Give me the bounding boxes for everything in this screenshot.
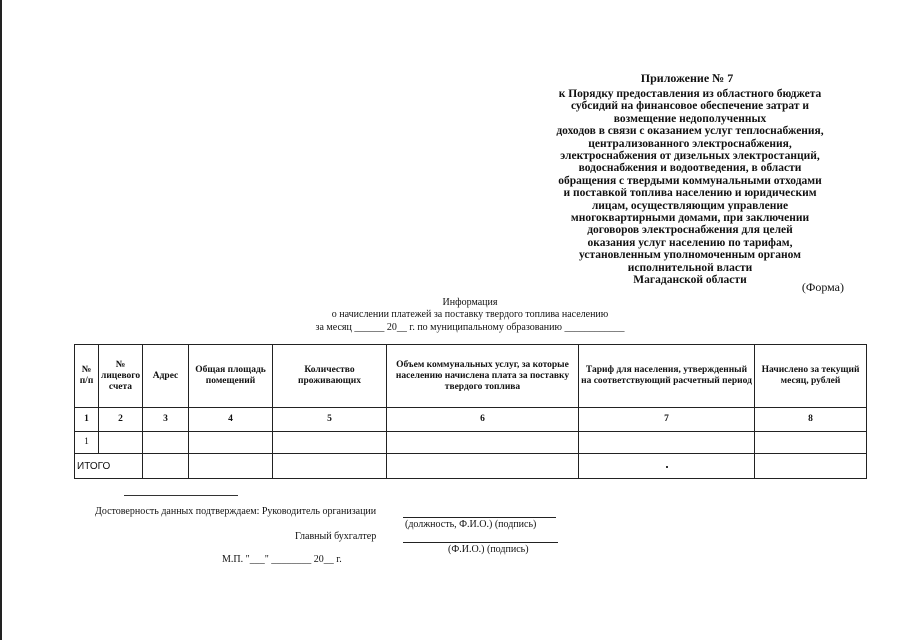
column-number: 1 bbox=[75, 408, 99, 432]
accountant-signature-line bbox=[403, 542, 558, 543]
col-header-number: № п/п bbox=[75, 345, 99, 408]
appendix-line: субсидий на финансовое обеспечение затрат и bbox=[570, 100, 810, 113]
appendix-line: оказания услуг населению по тарифам, bbox=[587, 236, 793, 249]
column-number: 3 bbox=[143, 408, 189, 432]
table-cell bbox=[579, 432, 755, 454]
scan-speck bbox=[666, 466, 668, 468]
column-number: 7 bbox=[579, 408, 755, 432]
appendix-line: и поставкой топлива населению и юридическим bbox=[563, 187, 817, 200]
column-number-row bbox=[75, 408, 867, 432]
table-cell bbox=[273, 432, 387, 454]
column-number: 8 bbox=[755, 408, 867, 432]
table-cell: 1 bbox=[75, 432, 99, 454]
col-header-account: № лицевого счета bbox=[99, 345, 143, 408]
info-subtitle: о начислении платежей за поставку твердого топлива населению bbox=[331, 309, 609, 320]
appendix-line: установленным уполномоченным органом bbox=[578, 249, 802, 262]
form-mark: (Форма) bbox=[801, 280, 844, 294]
appendix-line: многоквартирными домами, при заключении bbox=[570, 212, 810, 225]
col-header-residents: Количество проживающих bbox=[273, 345, 387, 408]
col-header-address: Адрес bbox=[143, 345, 189, 408]
appendix-line: лицам, осуществляющим управление bbox=[591, 199, 789, 212]
payments-table bbox=[74, 344, 867, 479]
appendix-title: Приложение № 7 bbox=[640, 71, 734, 85]
col-header-volume: Объем коммунальных услуг, за которые населению начислена плата за поставку твердого топлива bbox=[387, 345, 579, 408]
column-number: 6 bbox=[387, 408, 579, 432]
appendix-line: обращения с твердыми коммунальными отходами bbox=[558, 174, 822, 187]
footnote-separator bbox=[124, 495, 238, 496]
total-cell bbox=[143, 454, 189, 479]
table-cell bbox=[755, 432, 867, 454]
col-header-charged: Начислено за текущий месяц, рублей bbox=[755, 345, 867, 408]
total-label: ИТОГО bbox=[75, 454, 143, 479]
appendix-line: водоснабжения и водоотведения, в области bbox=[578, 162, 802, 175]
appendix-line: Магаданской области bbox=[633, 274, 747, 287]
stamp-date-line: М.П. "___" ________ 20__ г. bbox=[222, 554, 342, 565]
appendix-line: электроснабжения от дизельных электростанций, bbox=[560, 150, 820, 163]
table-cell bbox=[189, 432, 273, 454]
director-signature-hint: (должность, Ф.И.О.) (подпись) bbox=[405, 519, 537, 530]
total-cell bbox=[387, 454, 579, 479]
total-row bbox=[75, 454, 867, 479]
appendix-line: доходов в связи с оказанием услуг теплоснабжения, bbox=[556, 125, 824, 138]
total-cell bbox=[273, 454, 387, 479]
table-row bbox=[75, 432, 867, 454]
column-number: 4 bbox=[189, 408, 273, 432]
appendix-line: договоров электроснабжения для целей bbox=[587, 224, 793, 237]
table-header-row bbox=[75, 345, 867, 408]
page-border bbox=[0, 0, 2, 640]
appendix-line: возмещение недополученных bbox=[613, 112, 767, 125]
confirmation-text: Достоверность данных подтверждаем: Руководитель организации bbox=[95, 506, 377, 517]
accountant-label: Главный бухгалтер bbox=[295, 531, 377, 542]
info-period-line: за месяц ______ 20__ г. по муниципальному образованию ____________ bbox=[315, 322, 625, 333]
column-number: 2 bbox=[99, 408, 143, 432]
total-cell bbox=[189, 454, 273, 479]
table-cell bbox=[143, 432, 189, 454]
accountant-signature-hint: (Ф.И.О.) (подпись) bbox=[448, 544, 529, 555]
appendix-description bbox=[520, 88, 860, 287]
appendix-line: к Порядку предоставления из областного бюджета bbox=[558, 88, 822, 100]
total-cell bbox=[579, 454, 755, 479]
info-title: Информация bbox=[442, 297, 498, 308]
director-signature-line bbox=[403, 517, 556, 518]
col-header-tariff: Тариф для населения, утвержденный на соответствующий расчетный период bbox=[579, 345, 755, 408]
appendix-line: исполнительной власти bbox=[627, 261, 753, 274]
appendix-line: централизованного электроснабжения, bbox=[588, 137, 792, 150]
col-header-area: Общая площадь помещений bbox=[189, 345, 273, 408]
column-number: 5 bbox=[273, 408, 387, 432]
table-cell bbox=[387, 432, 579, 454]
total-cell bbox=[755, 454, 867, 479]
table-cell bbox=[99, 432, 143, 454]
